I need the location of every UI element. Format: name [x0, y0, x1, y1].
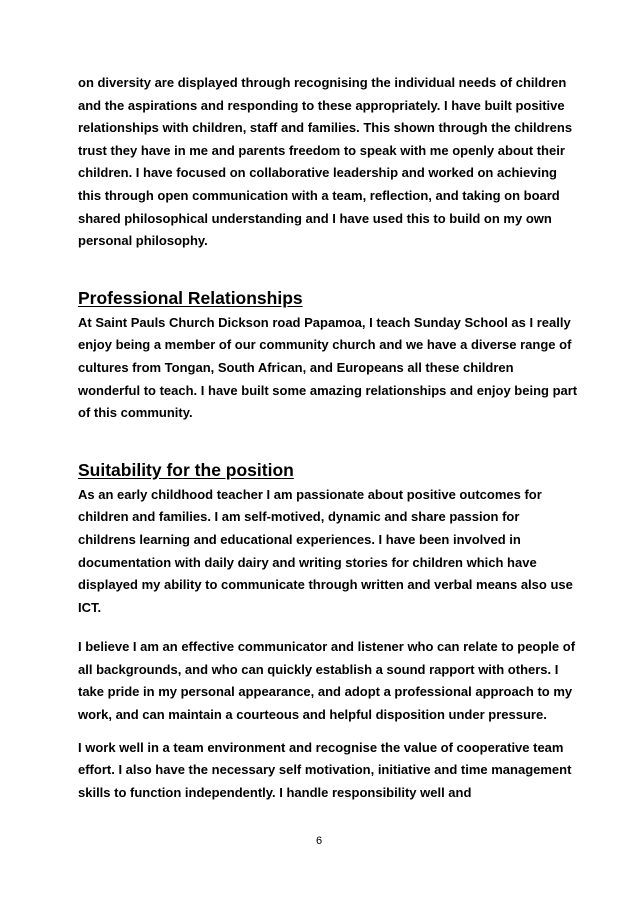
paragraph-communicator: I believe I am an effective communicator and listener who can relate to people of all backgrounds, and who can quickly establish a sound rapport with others. I take pride in my personal appearance, and adopt a professional approach to my work, and can maintain a courteous and helpful disposition under pressure. [78, 639, 576, 723]
document-body [78, 72, 578, 804]
paragraph-early-childhood: As an early childhood teacher I am passionate about positive outcomes for children and families. I am self-motived, dynamic and share passion for childrens learning and educational experiences. I have been involved in documentation with daily dairy and writing stories for children which have displayed my ability to communicate through written and verbal means also use ICT. [78, 486, 573, 615]
paragraph-teamwork: I work well in a team environment and recognise the value of cooperative team effort. I also have the necessary self motivation, initiative and time management skills to function independently. I handle responsibility well and [78, 739, 572, 800]
page-number: 6 [315, 835, 323, 847]
heading-suitability: Suitability for the position [78, 459, 294, 480]
paragraph-diversity: on diversity are displayed through recognising the individual needs of children and the aspirations and responding to these appropriately. I have built positive relationships with children, staff and families. This shown through the childrens trust they have in me and parents freedom to speak with me openly about their children. I have focused on collaborative leadership and worked on achieving this through open communication with a team, reflection, and taking on board shared philosophical understanding and I have used this to build on my own personal philosophy. [78, 75, 573, 249]
paragraph-sunday-school: At Saint Pauls Church Dickson road Papamoa, I teach Sunday School as I really enjoy being a member of our community church and we have a diverse range of cultures from Tongan, South African, and Europeans all these children wonderful to teach. I have built some amazing relationships and enjoy being part of this community. [78, 314, 578, 421]
heading-professional-relationships: Professional Relationships [78, 287, 303, 308]
